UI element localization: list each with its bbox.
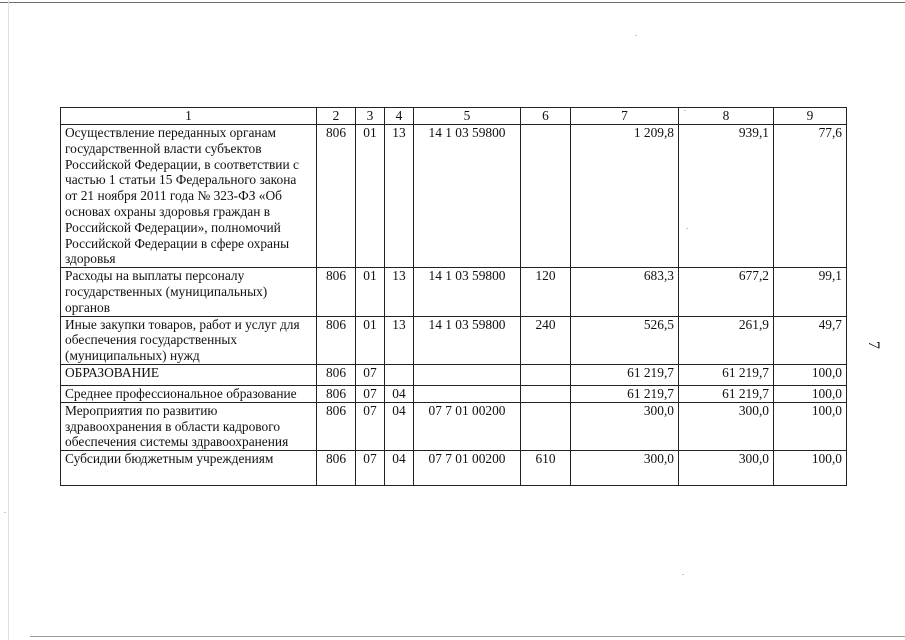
value-col-8: 300,0: [679, 451, 774, 486]
department-code: 806: [317, 125, 356, 268]
subsection-code: [385, 364, 414, 385]
table-row: [61, 451, 847, 486]
table-row: [61, 364, 847, 385]
value-col-7: 61 219,7: [571, 385, 679, 402]
header-cell: 2: [317, 108, 356, 125]
department-code: 806: [317, 268, 356, 316]
expense-name: Расходы на выплаты персоналу государственных (муниципальных) органов: [61, 268, 317, 316]
scan-top-edge: [0, 2, 905, 3]
expense-name: ОБРАЗОВАНИЕ: [61, 364, 317, 385]
expense-name: Мероприятия по развитию здравоохранения в области кадрового обеспечения системы здравоохранения: [61, 402, 317, 450]
section-code: 07: [356, 385, 385, 402]
section-code: 07: [356, 402, 385, 450]
expense-name: Иные закупки товаров, работ и услуг для обеспечения государственных (муниципальных) нужд: [61, 316, 317, 364]
value-col-9: 100,0: [774, 402, 847, 450]
value-col-9: 100,0: [774, 451, 847, 486]
subsection-code: 13: [385, 268, 414, 316]
budget-table: [60, 107, 847, 486]
section-code: 07: [356, 451, 385, 486]
page-number: 7: [865, 341, 882, 349]
value-col-7: 300,0: [571, 451, 679, 486]
subsection-code: 04: [385, 402, 414, 450]
expense-type-code: 240: [521, 316, 571, 364]
header-cell: 3: [356, 108, 385, 125]
table-row: [61, 402, 847, 450]
target-item-code: 14 1 03 59800: [414, 316, 521, 364]
value-col-7: 61 219,7: [571, 364, 679, 385]
target-item-code: [414, 385, 521, 402]
header-cell: 1: [61, 108, 317, 125]
department-code: 806: [317, 316, 356, 364]
subsection-code: 04: [385, 385, 414, 402]
scan-speck: [635, 35, 637, 36]
header-row: [61, 108, 847, 125]
expense-type-code: [521, 402, 571, 450]
department-code: 806: [317, 364, 356, 385]
expense-name: Осуществление переданных органам государственной власти субъектов Российской Федерации, в соответствии с частью 1 статьи 15 Федерального закона от 21 ноября 2011 года № 323-ФЗ «Об основах охраны здоровья граждан в Российской Федерации», полномочий Российской Федерации в сфере охраны здоровья: [61, 125, 317, 268]
value-col-9: 99,1: [774, 268, 847, 316]
subsection-code: 13: [385, 316, 414, 364]
scan-speck: [4, 512, 6, 513]
value-col-8: 677,2: [679, 268, 774, 316]
section-code: 01: [356, 316, 385, 364]
target-item-code: [414, 364, 521, 385]
header-cell: 6: [521, 108, 571, 125]
value-col-9: 77,6: [774, 125, 847, 268]
target-item-code: 14 1 03 59800: [414, 125, 521, 268]
section-code: 07: [356, 364, 385, 385]
table-row: [61, 385, 847, 402]
department-code: 806: [317, 451, 356, 486]
table-row: [61, 316, 847, 364]
department-code: 806: [317, 385, 356, 402]
header-cell: 4: [385, 108, 414, 125]
expense-type-code: 120: [521, 268, 571, 316]
table-row: [61, 125, 847, 268]
value-col-9: 100,0: [774, 385, 847, 402]
expense-type-code: [521, 125, 571, 268]
scan-left-edge: [8, 0, 9, 640]
scan-bottom-edge: [30, 636, 905, 637]
value-col-7: 1 209,8: [571, 125, 679, 268]
table-row: [61, 268, 847, 316]
expense-type-code: [521, 385, 571, 402]
expense-type-code: 610: [521, 451, 571, 486]
value-col-9: 100,0: [774, 364, 847, 385]
header-cell: 7: [571, 108, 679, 125]
section-code: 01: [356, 125, 385, 268]
value-col-8: 939,1: [679, 125, 774, 268]
header-cell: 8: [679, 108, 774, 125]
subsection-code: 13: [385, 125, 414, 268]
target-item-code: 07 7 01 00200: [414, 402, 521, 450]
value-col-7: 683,3: [571, 268, 679, 316]
scan-speck: [682, 574, 684, 575]
expense-type-code: [521, 364, 571, 385]
value-col-7: 300,0: [571, 402, 679, 450]
subsection-code: 04: [385, 451, 414, 486]
section-code: 01: [356, 268, 385, 316]
department-code: 806: [317, 402, 356, 450]
target-item-code: 14 1 03 59800: [414, 268, 521, 316]
value-col-9: 49,7: [774, 316, 847, 364]
value-col-8: 61 219,7: [679, 364, 774, 385]
value-col-7: 526,5: [571, 316, 679, 364]
value-col-8: 300,0: [679, 402, 774, 450]
value-col-8: 261,9: [679, 316, 774, 364]
header-cell: 5: [414, 108, 521, 125]
expense-name: Среднее профессиональное образование: [61, 385, 317, 402]
value-col-8: 61 219,7: [679, 385, 774, 402]
header-cell: 9: [774, 108, 847, 125]
target-item-code: 07 7 01 00200: [414, 451, 521, 486]
expense-name: Субсидии бюджетным учреждениям: [61, 451, 317, 486]
